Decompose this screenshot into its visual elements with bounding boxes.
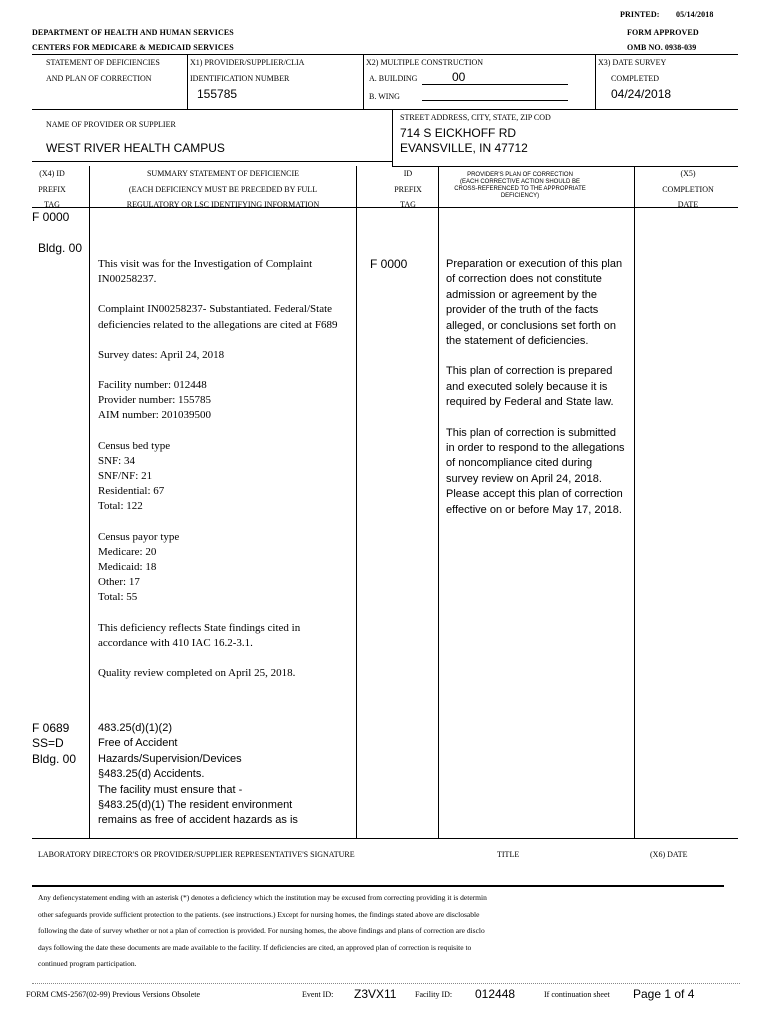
wing-label: B. WING xyxy=(369,92,400,101)
rule xyxy=(32,109,738,110)
building-value: 00 xyxy=(452,70,466,84)
tag-f0000: F 0000 xyxy=(32,210,70,224)
rule xyxy=(363,54,364,109)
provider-name-label: NAME OF PROVIDER OR SUPPLIER xyxy=(46,120,176,129)
tag-f0689-bldg: Bldg. 00 xyxy=(32,751,77,766)
summary-para: Quality review completed on April 25, 2018. xyxy=(98,667,296,680)
rule xyxy=(32,161,392,162)
event-id-value: Z3VX11 xyxy=(354,987,397,1001)
summary-para: Complaint IN00258237- Substantiated. Federal/State deficiencies related to the allegations are cited at F689 xyxy=(98,303,338,331)
rule xyxy=(392,109,393,166)
summary-para: Facility number: 012448 Provider number: 155785 AIM number: 201039500 xyxy=(98,379,212,422)
plan-para: This plan of correction is submitted in order to respond to the allegations of noncompliance cited during survey review on April 24, 2018. Please accept this plan of correction effective on or before May 17, 2018. xyxy=(446,426,625,516)
summary-para: Survey dates: April 24, 2018 xyxy=(98,348,225,361)
printed-date: 05/14/2018 xyxy=(676,10,714,19)
title-label: TITLE xyxy=(497,850,520,859)
rule xyxy=(187,54,188,109)
summary-header: SUMMARY STATEMENT OF DEFICIENCIE (EACH DEFICIENCY MUST BE PRECEDED BY FULL REGULATORY OR LSC IDENTIFYING INFORMATION xyxy=(126,169,320,209)
x3-label-1: X3) DATE SURVEY xyxy=(598,58,667,67)
signature-label: LABORATORY DIRECTOR'S OR PROVIDER/SUPPLIER REPRESENTATIVE'S SIGNATURE xyxy=(38,850,355,859)
x4-header: (X4) ID PREFIX TAG xyxy=(38,169,66,209)
event-id-label: Event ID: xyxy=(302,990,334,999)
plan-para: Preparation or execution of this plan of correction does not constitute admission or agreement by the provider of the truth of the facts alleged, or conclusions set forth on the statement of deficiencies. xyxy=(446,258,623,348)
statement-label-2: AND PLAN OF CORRECTION xyxy=(46,74,152,83)
provider-number: 155785 xyxy=(197,87,238,101)
id-header: ID PREFIX TAG xyxy=(394,169,422,209)
form-approved: FORM APPROVED xyxy=(627,28,699,37)
address-label: STREET ADDRESS, CITY, STATE, ZIP COD xyxy=(400,113,551,122)
x3-label-2: COMPLETED xyxy=(611,74,659,83)
rule xyxy=(438,166,439,838)
footnote: Any defiencystatement ending with an asterisk (*) denotes a deficiency which the institution may be excused from correcting providing it is determin other safeguards provide sufficient protection to the patients. (see instructions.) Except for nursing homes, the findings stated above are disclosable following the date of survey whether or not a plan of correction is provided. For nursing homes, the above findings and plans of correction are disclo days following the date these documents are made available to the facility. If deficiencies are cited, an approved plan of correction is requisite to continued program participation. xyxy=(38,893,487,969)
summary-para: This visit was for the Investigation of Complaint IN00258237. xyxy=(98,258,313,286)
agency-line-1: DEPARTMENT OF HEALTH AND HUMAN SERVICES xyxy=(32,28,234,37)
rule xyxy=(32,983,740,984)
id-tag-f0000: F 0000 xyxy=(370,257,408,271)
rule xyxy=(32,838,738,839)
provider-name: WEST RIVER HEALTH CAMPUS xyxy=(46,141,225,155)
x6-date-label: (X6) DATE xyxy=(650,850,688,859)
x1-label-2: IDENTIFICATION NUMBER xyxy=(190,74,290,83)
building-label: A. BUILDING xyxy=(369,74,418,83)
wing-underline xyxy=(422,100,568,101)
survey-completed-date: 04/24/2018 xyxy=(611,87,672,101)
omb-number: OMB NO. 0938-039 xyxy=(627,43,697,52)
summary-block-1 xyxy=(98,257,350,681)
agency-line-2: CENTERS FOR MEDICARE & MEDICAID SERVICES xyxy=(32,43,234,52)
scope-severity: SS=D xyxy=(32,736,64,751)
tag-f0000-bldg: Bldg. 00 xyxy=(38,241,83,255)
x5-header: (X5) COMPLETION DATE xyxy=(662,169,714,209)
printed-label: PRINTED: xyxy=(620,10,660,19)
tag-f0689-block xyxy=(32,721,76,767)
plan-header: PROVIDER'S PLAN OF CORRECTION (EACH CORRECTIVE ACTION SHOULD BE CROSS-REFERENCED TO THE APPROPRIATE DEFICIENCY) xyxy=(454,172,586,199)
statement-label-1: STATEMENT OF DEFICIENCIES xyxy=(46,58,160,67)
plan-para: This plan of correction is prepared and executed solely because it is required by Federal and State law. xyxy=(446,365,614,409)
tag-f0689: F 0689 xyxy=(32,721,70,735)
address-line-1: 714 S EICKHOFF RD xyxy=(400,126,517,140)
page-number: Page 1 of 4 xyxy=(633,987,695,1001)
x1-label-1: X1) PROVIDER/SUPPLIER/CLIA xyxy=(190,58,305,67)
address-line-2: EVANSVILLE, IN 47712 xyxy=(400,141,528,155)
rule xyxy=(32,54,738,55)
rule xyxy=(356,166,357,838)
rule xyxy=(89,166,90,838)
continuation-label: If continuation sheet xyxy=(544,990,610,999)
summary-para: Census payor type Medicare: 20 Medicaid: 18 Other: 17 Total: 55 xyxy=(98,530,180,604)
building-underline xyxy=(422,84,568,85)
facility-id-value: 012448 xyxy=(475,987,516,1001)
facility-id-label: Facility ID: xyxy=(415,990,453,999)
x2-label: X2) MULTIPLE CONSTRUCTION xyxy=(366,58,484,67)
form-id: FORM CMS-2567(02-99) Previous Versions Obsolete xyxy=(26,990,201,999)
rule xyxy=(32,885,724,887)
summary-para: Census bed type SNF: 34 SNF/NF: 21 Residential: 67 Total: 122 xyxy=(98,439,171,513)
rule xyxy=(595,54,596,109)
summary-para: This deficiency reflects State findings cited in accordance with 410 IAC 16.2-3.1. xyxy=(98,621,301,649)
plan-block-1 xyxy=(446,257,626,518)
rule xyxy=(634,166,635,838)
summary-block-2: 483.25(d)(1)(2) Free of Accident Hazards/Supervision/Devices §483.25(d) Accidents. The facility must ensure that - §483.25(d)(1) The resident environment remains as free of accident hazards as is xyxy=(98,722,298,827)
